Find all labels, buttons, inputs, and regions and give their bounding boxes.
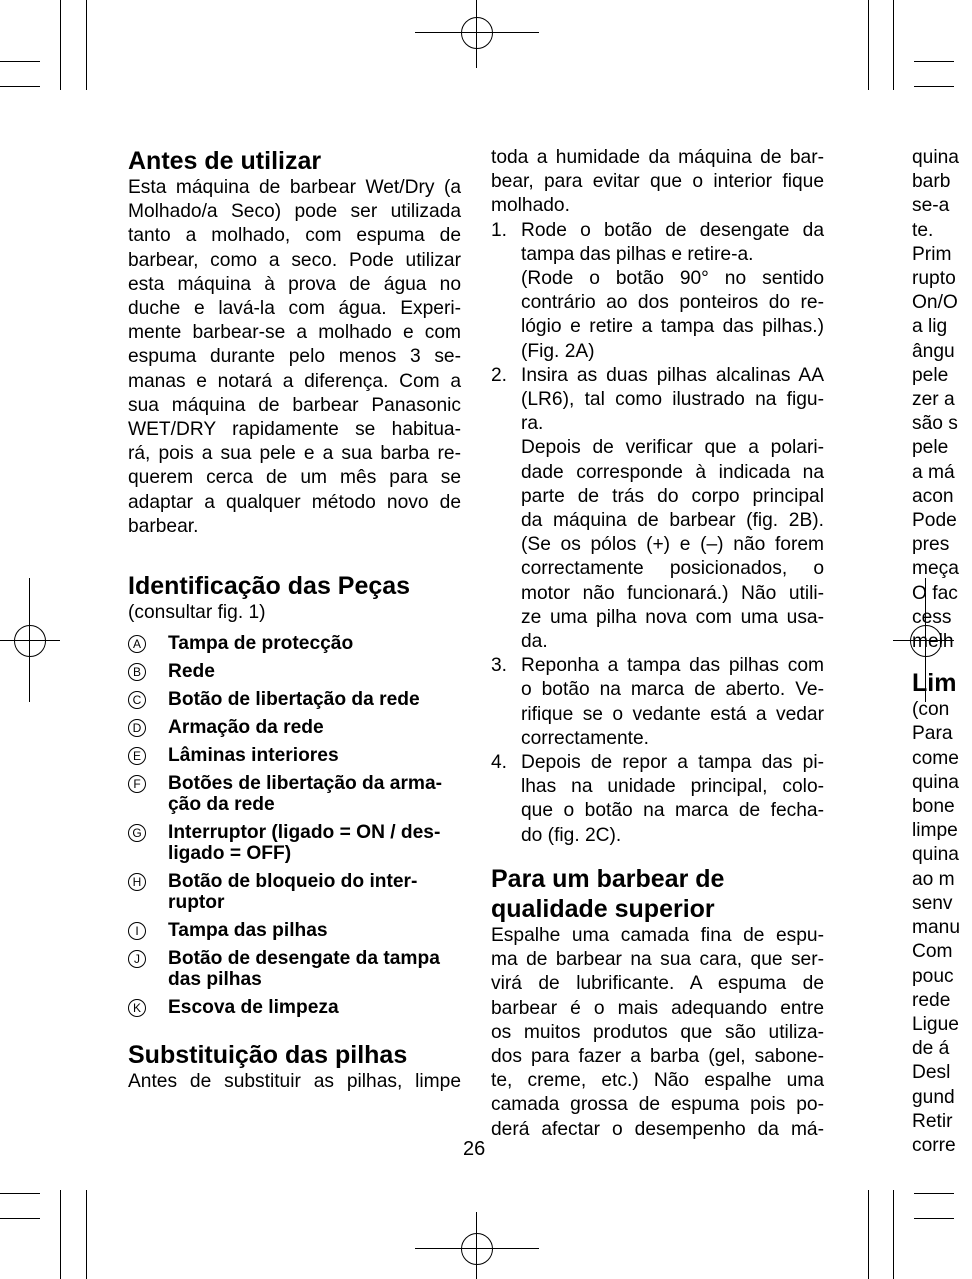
text-line: te. (912, 219, 934, 241)
text-line: Desl (912, 1062, 951, 1084)
text-line: ra. (521, 413, 544, 435)
text-line: parte de trás do corpo principal (521, 485, 824, 507)
crop-mark (60, 0, 61, 90)
part-label: Botão de desengate da tampa das pilhas (168, 948, 440, 991)
letter-a-icon: A (128, 635, 146, 653)
text-line: rupto (912, 268, 956, 290)
letter-b-icon: B (128, 663, 146, 681)
part-item (128, 822, 461, 864)
registration-line (476, 0, 477, 68)
text-line: rede (912, 989, 951, 1011)
text-line: limpe (912, 820, 958, 842)
text-line: pres (912, 534, 950, 556)
text-line: tanto a molhado, com espuma de (128, 225, 461, 247)
text-line: senv (912, 892, 953, 914)
registration-line (415, 1248, 539, 1249)
text-line: querem cerca de um mês para se (128, 467, 461, 489)
letter-f-icon: F (128, 775, 146, 793)
text-line: Depois de repor a tampa das pi- (521, 752, 824, 774)
text-line: o botão na marca de aberto. Ve- (521, 679, 824, 701)
text-line: adaptar a qualquer método novo de (128, 491, 461, 513)
text-line: Reponha a tampa das pilhas com (521, 655, 824, 677)
text-line: bone (912, 796, 955, 818)
text-line: Rode o botão de desengate da (521, 219, 824, 241)
text-line: derá afectar o desempenho da má- (491, 1118, 824, 1140)
text-line: Prim (912, 243, 952, 265)
crop-mark (893, 1190, 894, 1279)
part-item (128, 717, 461, 738)
text-line: de á (912, 1038, 950, 1060)
part-item (128, 773, 461, 815)
text-line: meça (912, 558, 959, 580)
heading-identificacao: Identificação das Peças (128, 572, 411, 601)
steps-list (491, 219, 824, 848)
antes-paragraph (128, 176, 461, 539)
part-label: Rede (168, 661, 215, 683)
text-line: corre (912, 1134, 956, 1156)
step-item (491, 219, 824, 364)
text-line: que o botão na marca de fecha- (521, 800, 824, 822)
text-line: Esta máquina de barbear Wet/Dry (a (128, 177, 461, 198)
part-label: Armação da rede (168, 717, 324, 739)
text-line: (con (912, 699, 950, 721)
text-line: come (912, 747, 959, 769)
text-line: On/O (912, 292, 958, 314)
text-line: sua máquina de barbear Panasonic (128, 394, 461, 416)
text-line: Para (912, 723, 953, 745)
part-item (128, 920, 461, 941)
text-line: Com (912, 941, 953, 963)
part-label: Tampa de protecção (168, 633, 354, 655)
part-item (128, 745, 461, 766)
text-line: tampa das pilhas e retire-a. (521, 243, 754, 265)
part-label: Interruptor (ligado = ON / des- ligado = OFF) (168, 822, 441, 865)
text-line: ze uma pilha nova com uma usa- (521, 606, 824, 628)
text-line: rá, pois a sua pele e a sua barba re- (128, 443, 461, 465)
registration-line (415, 32, 539, 33)
text-line: se-a (912, 195, 950, 217)
heading-para-um-barbear-2: qualidade superior (491, 894, 715, 923)
text-line: WET/DRY rapidamente se habitua- (128, 419, 461, 441)
text-line: da máquina de barbear (fig. 2B). (521, 510, 824, 532)
text-line: camada grossa de espuma pois po- (491, 1094, 824, 1116)
text-line: Insira as duas pilhas alcalinas AA (521, 364, 824, 386)
parts-list (128, 633, 461, 1018)
column-right (912, 146, 972, 1158)
crop-mark (60, 1190, 61, 1279)
crop-mark (868, 1190, 869, 1279)
part-item (128, 871, 461, 913)
step-number: 2. (491, 364, 508, 386)
text-line: são s (912, 413, 958, 435)
text-line: te, creme, etc.) Não espalhe uma (491, 1070, 824, 1092)
text-line: toda a humidade da máquina de bar- (491, 147, 824, 168)
text-line: pouc (912, 965, 954, 987)
part-item (128, 633, 461, 654)
crop-mark (914, 1218, 954, 1219)
text-line: Depois de verificar que a polari- (521, 437, 824, 459)
letter-c-icon: C (128, 691, 146, 709)
part-label: Botão de bloqueio do inter- ruptor (168, 871, 418, 914)
text-line: do (fig. 2C). (521, 824, 622, 846)
ident-subtitle: (consultar fig. 1) (128, 602, 266, 624)
text-line: pele (912, 437, 949, 459)
text-line: barbear. (128, 515, 199, 537)
text-line: ao m (912, 868, 955, 890)
crop-mark (914, 1193, 954, 1194)
text-line: gund (912, 1086, 955, 1108)
text-line: contrário ao dos ponteiros do re- (521, 292, 824, 314)
heading-substituicao: Substituição das pilhas (128, 1041, 408, 1070)
registration-target (14, 625, 46, 657)
text-line: rifique se o vedante está a vedar (521, 703, 824, 725)
text-line: manas e notará a diferença. Com a (128, 370, 461, 392)
text-line: O fac (912, 582, 958, 604)
text-line: mente barbear-se a molhado e com (128, 322, 461, 344)
text-line: barbear, como a seco. Pode utilizar (128, 249, 461, 271)
text-line: Pode (912, 510, 957, 532)
column-right-clipped (912, 146, 960, 1156)
column-middle (491, 146, 824, 1142)
text-line: quina (912, 147, 959, 168)
text-line: dade corresponde à indicada na (521, 461, 824, 483)
part-item (128, 689, 461, 710)
crop-mark (0, 86, 40, 87)
text-line: Ligue (912, 1013, 959, 1035)
text-line: pele (912, 364, 949, 386)
part-label: Escova de limpeza (168, 997, 339, 1019)
text-line: quina (912, 771, 959, 793)
text-line: barbear é o mais adequando entre (491, 997, 824, 1019)
letter-h-icon: H (128, 873, 146, 891)
part-label: Botões de libertação da arma- ção da rede (168, 773, 443, 816)
text-line: bear, para evitar que o interior fique (491, 171, 824, 193)
text-line: lhas na unidade principal, colo- (521, 776, 824, 798)
crop-mark (893, 0, 894, 90)
text-line: os muitos produtos que são utiliza- (491, 1021, 824, 1043)
text-line: manu (912, 917, 960, 939)
heading-limpeza-partial: Lim (912, 669, 957, 698)
text-line: acon (912, 485, 954, 507)
heading-para-um-barbear-1: Para um barbear de (491, 864, 725, 893)
text-line: Molhado/a Seco) pode ser utilizada (128, 201, 461, 223)
crop-mark (868, 0, 869, 90)
step-item (491, 751, 824, 848)
letter-e-icon: E (128, 747, 146, 765)
text-line: dos para fazer a barba (gel, sabone- (491, 1045, 824, 1067)
text-line: da. (521, 631, 548, 653)
text-line: ma de barbear na sua cara, que ser- (491, 949, 824, 971)
part-item (128, 948, 461, 990)
registration-target (461, 17, 493, 49)
text-line: virá de lubrificante. A espuma de (491, 973, 824, 995)
text-line: esta máquina à prova de água no (128, 273, 461, 295)
step-item (491, 364, 824, 654)
para-paragraph (491, 924, 824, 1142)
subst-line: Antes de substituir as pilhas, limpe (128, 1071, 461, 1093)
page-number: 26 (463, 1138, 486, 1160)
column-left (128, 146, 461, 1094)
letter-i-icon: I (128, 922, 146, 940)
text-line: quina (912, 844, 959, 866)
text-line: lógio e retire a tampa das pilhas.) (521, 316, 824, 338)
part-label: Botão de libertação da rede (168, 689, 420, 711)
registration-line (29, 578, 30, 702)
text-line: melh (912, 631, 954, 653)
text-line: zer a (912, 389, 955, 411)
text-line: correctamente posicionados, o (521, 558, 824, 580)
text-line: (Fig. 2A) (521, 340, 595, 362)
letter-k-icon: K (128, 999, 146, 1017)
crop-mark (86, 1190, 87, 1279)
crop-mark (0, 61, 40, 62)
step-number: 4. (491, 752, 508, 774)
crop-mark (0, 1218, 40, 1219)
text-line: (LR6), tal como ilustrado na figu- (521, 389, 824, 411)
text-line: molhado. (491, 195, 570, 217)
text-line: barb (912, 171, 951, 193)
letter-g-icon: G (128, 824, 146, 842)
step-number: 1. (491, 219, 508, 241)
part-item (128, 661, 461, 682)
text-line: cess (912, 606, 952, 628)
registration-target (461, 1233, 493, 1265)
text-line: duche e lavá-la com água. Experi- (128, 298, 461, 320)
crop-mark (0, 1193, 40, 1194)
text-line: (Se os pólos (+) e (–) não forem (521, 534, 824, 556)
registration-line (476, 1212, 477, 1279)
text-line: a lig (912, 316, 948, 338)
text-line: correctamente. (521, 727, 649, 749)
crop-mark (914, 86, 954, 87)
text-line: motor não funcionará.) Não utili- (521, 582, 824, 604)
letter-d-icon: D (128, 719, 146, 737)
text-line: Retir (912, 1110, 953, 1132)
part-label: Lâminas interiores (168, 745, 339, 767)
step-number: 3. (491, 655, 508, 677)
letter-j-icon: J (128, 950, 146, 968)
text-line: Espalhe uma camada fina de espu- (491, 924, 824, 946)
registration-line (0, 640, 60, 641)
crop-mark (86, 0, 87, 90)
crop-mark (914, 61, 954, 62)
part-item (128, 997, 461, 1018)
step-item (491, 654, 824, 751)
text-line: (Rode o botão 90° no sentido (521, 268, 824, 290)
heading-antes-de-utilizar: Antes de utilizar (128, 147, 322, 175)
text-line: a má (912, 461, 955, 483)
text-line: espuma durante pelo menos 3 se- (128, 346, 461, 368)
text-line: ângu (912, 340, 955, 362)
part-label: Tampa das pilhas (168, 920, 328, 942)
